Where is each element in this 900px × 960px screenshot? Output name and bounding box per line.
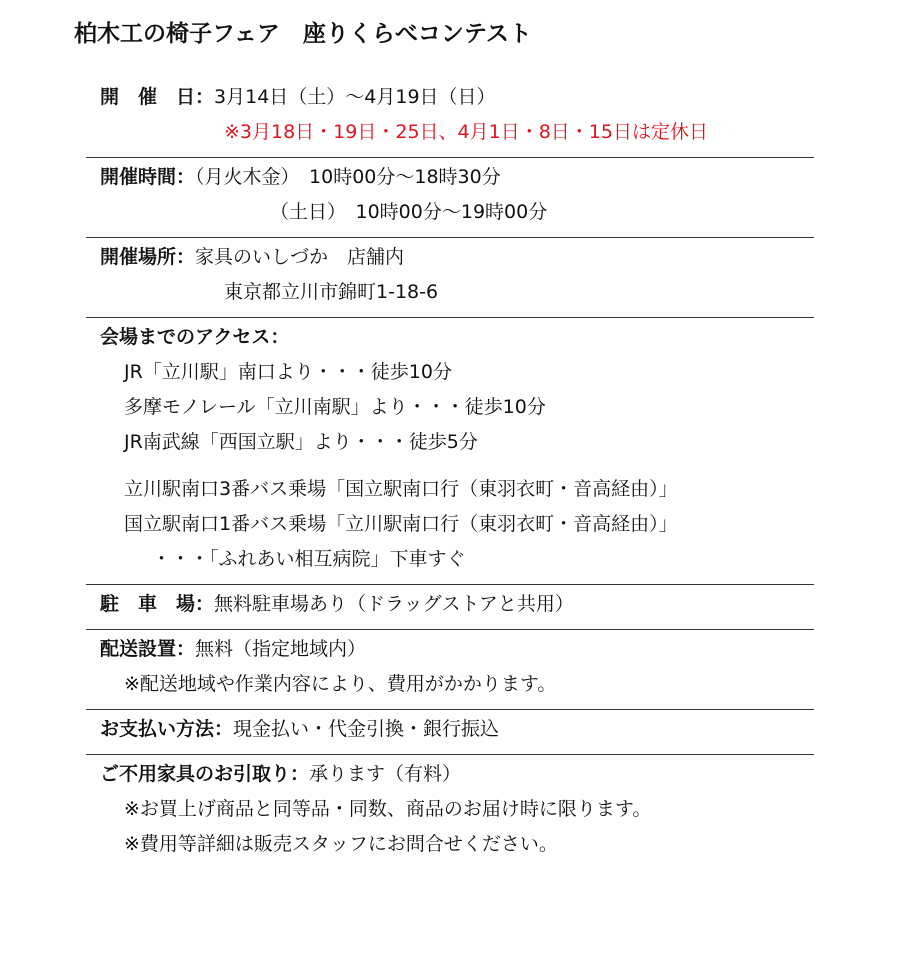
dates-section [86,78,814,158]
hours-label: 開催時間： [100,166,196,188]
payment-value: 現金払い・代金引換・銀行振込 [233,718,500,740]
access-train-2: 多摩モノレール「立川南駅」より・・・徒歩10分 [124,396,546,418]
access-bus-2: 国立駅南口1番バス乗場「立川駅南口行（東羽衣町・音高経由）」 [124,513,678,535]
venue-row [100,240,814,275]
hours-row [100,160,814,195]
delivery-section [86,630,814,710]
delivery-note: ※配送地域や作業内容により、費用がかかります。 [124,673,557,695]
pickup-section [86,755,814,869]
delivery-label: 配送設置： [100,638,196,660]
page-title: 柏木工の椅子フェア 座りくらべコンテスト [74,21,532,47]
pickup-label: ご不用家具のお引取り： [100,763,310,785]
parking-section [86,585,814,630]
pickup-note-1: ※お買上げ商品と同等品・同数、商品のお届け時に限ります。 [124,798,652,820]
payment-label: お支払い方法： [100,718,234,740]
hours-weekend: （土日） 10時00分～19時00分 [270,201,548,223]
delivery-row [100,632,814,667]
venue-section [86,238,814,318]
hours-weekday: （月火木金） 10時00分～18時30分 [195,166,501,188]
venue-label: 開催場所： [100,246,196,268]
pickup-row [100,757,814,792]
hours-section [86,158,814,238]
parking-row [100,587,814,622]
dates-row [100,80,814,115]
pickup-value: 承ります（有料） [309,763,462,785]
payment-row [100,712,814,747]
access-bus-stop: ・・・「ふれあい相互病院」下車すぐ [152,548,466,570]
closed-days-note: ※3月18日・19日・25日、4月1日・8日・15日は定休日 [224,121,708,143]
pickup-note-2: ※費用等詳細は販売スタッフにお問合せください。 [124,833,558,855]
access-section [86,318,814,585]
parking-label: 駐 車 場： [100,593,215,615]
venue-address: 東京都立川市錦町1-18-6 [224,281,439,303]
payment-section [86,710,814,755]
access-label: 会場までのアクセス： [100,326,290,348]
access-train-1: JR「立川駅」南口より・・・徒歩10分 [124,361,452,383]
access-bus-1: 立川駅南口3番バス乗場「国立駅南口行（東羽衣町・音高経由）」 [124,478,678,500]
event-info [86,78,814,869]
dates-value: 3月14日（土）～4月19日（日） [214,86,496,108]
dates-label: 開 催 日： [100,86,215,108]
venue-name: 家具のいしづか 店舗内 [195,246,405,268]
access-train-3: JR南武線「西国立駅」より・・・徒歩5分 [124,431,478,453]
parking-value: 無料駐車場あり（ドラッグストアと共用） [214,593,574,615]
delivery-value: 無料（指定地域内） [195,638,367,660]
